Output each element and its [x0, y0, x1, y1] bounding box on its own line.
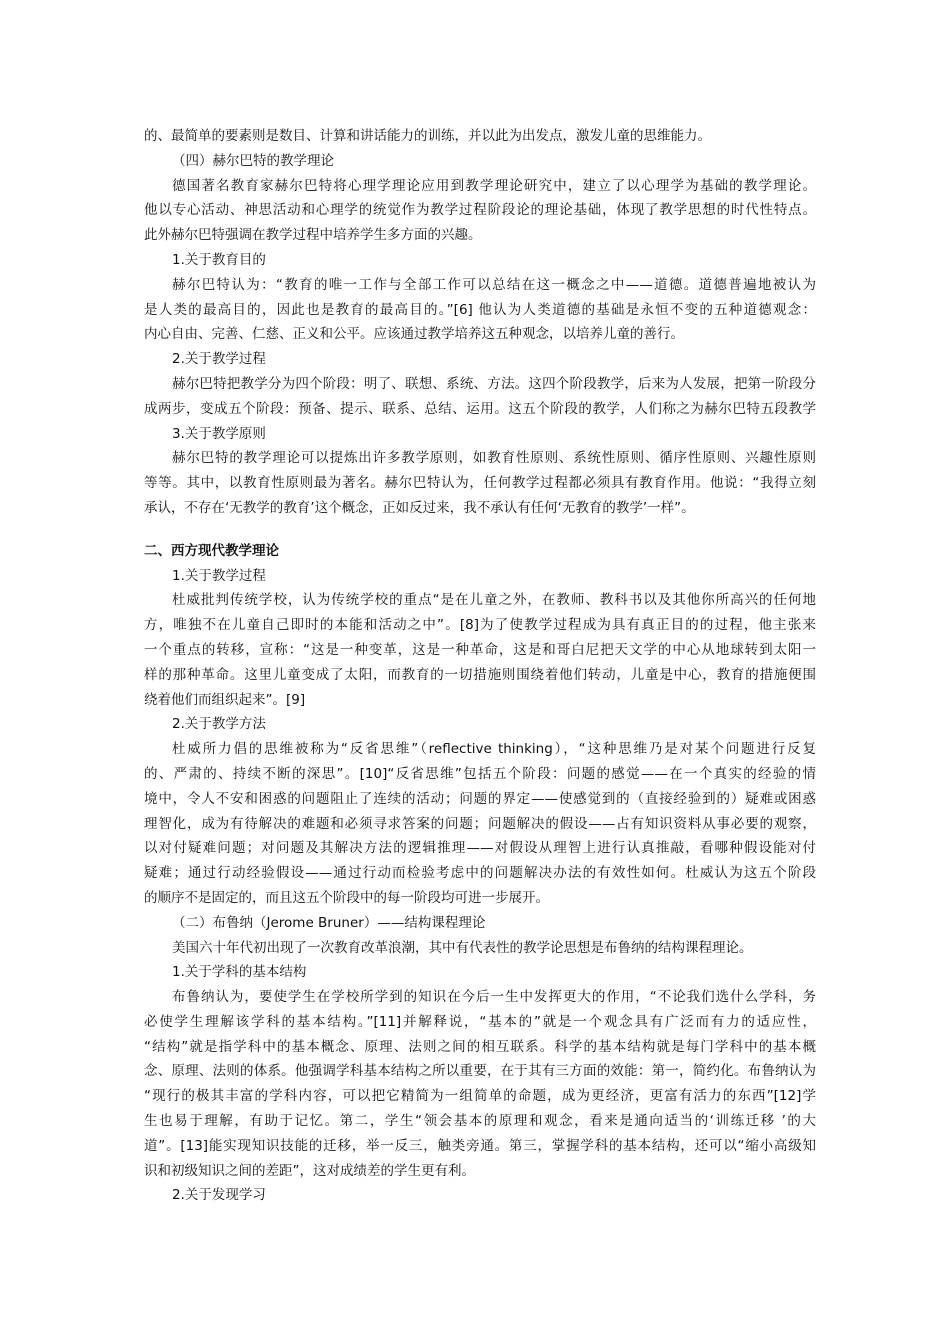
- text-line: 绕着他们而组织起来”。[9]: [144, 691, 306, 708]
- text-line: 此外赫尔巴特强调在教学过程中培养学生多方面的兴趣。: [144, 227, 482, 244]
- text-line: 杜威批判传统学校，认为传统学校的重点“是在儿童之外，在教师、教科书以及其他你所高兴的任何地: [172, 592, 816, 609]
- text-line: “现行的极其丰富的学科内容，可以把它精简为一组简单的命题，成为更经济，更富有活力的东西”[12]学: [144, 1088, 816, 1105]
- text-line: 赫尔巴特的教学理论可以提炼出许多教学原则，如教育性原则、系统性原则、循序性原则、兴趣性原则: [172, 450, 816, 467]
- text-line: 1.关于教育目的: [172, 251, 266, 268]
- text-line: 等等。其中，以教育性原则最为著名。赫尔巴特认为，任何教学过程都必须具有教育作用。他说：“我得立刻: [144, 475, 816, 492]
- text-line: 的顺序不是固定的，而且这五个阶段中的每一阶段均可进一步展开。: [144, 889, 549, 906]
- text-line: 识和初级知识之间的差距”，这对成绩差的学生更有利。: [144, 1162, 475, 1179]
- text-line: 他以专心活动、神思活动和心理学的统觉作为教学过程阶段论的理论基础，体现了教学思想的时代性特点。: [144, 202, 816, 219]
- text-line: 承认，不存在‘无教学的教育’这个概念，正如反过来，我不承认有任何‘无教育的教学’一样”。: [144, 499, 695, 516]
- text-line: 内心自由、完善、仁慈、正义和公平。应该通过教学培养这五种观念，以培养儿童的善行。: [144, 326, 684, 343]
- text-line: 1.关于学科的基本结构: [172, 964, 307, 981]
- text-line: 的、严肃的、持续不断的深思”。[10]“反省思维”包括五个阶段：问题的感觉——在一个真实的经验的情: [144, 765, 816, 782]
- text-line: 境中，令人不安和困惑的问题阻止了连续的活动；问题的界定——使感觉到的（直接经验到的）疑难或困惑: [144, 790, 816, 807]
- text-line: 杜威所力倡的思维被称为“反省思维”（reflective thinking），“这种思维乃是对某个问题进行反复: [172, 741, 816, 758]
- text-line: 理智化，成为有待解决的难题和必须寻求答案的问题；问题解决的假设——占有知识资料从事必要的观察，: [144, 815, 816, 832]
- text-line: 方，唯独不在儿童自己即时的本能和活动之中”。[8]为了使教学过程成为具有真正目的的过程，他主张来: [144, 617, 816, 634]
- text-line: 念、原理、法则的体系。他强调学科基本结构之所以重要，在于其有三方面的效能：第一，简约化。布鲁纳认为: [144, 1063, 816, 1080]
- text-line: 道”。[13]能实现知识技能的迁移，举一反三，触类旁通。第三，掌握学科的基本结构，还可以“缩小高级知: [144, 1137, 816, 1154]
- text-line: 美国六十年代初出现了一次教育改革浪潮，其中有代表性的教学论思想是布鲁纳的结构课程理论。: [172, 939, 753, 956]
- text-line: 成两步，变成五个阶段：预备、提示、联系、总结、运用。这五个阶段的教学，人们称之为赫尔巴特五段教学: [144, 400, 816, 417]
- text-line: 生也易于理解，有助于记忆。第二，学生“领会基本的原理和观念，看来是通向适当的‘训练迁移 ’的大: [144, 1113, 816, 1130]
- text-line: 疑难；通过行动经验假设——通过行动而检验考虑中的问题解决办法的有效性如何。杜威认为这五个阶段: [144, 865, 816, 882]
- text-line: 2.关于教学过程: [172, 351, 266, 368]
- text-line: 3.关于教学原则: [172, 425, 266, 442]
- text-line: 以对付疑难问题；对问题及其解决方法的逻辑推理——对假设从理智上进行认真推敲，看哪种假设能对付: [144, 840, 816, 857]
- text-line: 必使学生理解该学科的基本结构。”[11]并解释说，“基本的”就是一个观念具有广泛而有力的适应性，: [144, 1013, 816, 1030]
- text-line: 的、最简单的要素则是数目、计算和讲话能力的训练，并以此为出发点，激发儿童的思维能力。: [144, 128, 711, 144]
- text-line: 一个重点的转移，宣称：“这是一种变革，这是一种革命，这是和哥白尼把天文学的中心从地球转到太阳一: [144, 641, 816, 658]
- text-line: 2.关于发现学习: [172, 1187, 266, 1204]
- text-line: 是人类的最高目的，因此也是教育的最高目的。”[6] 他认为人类道德的基础是永恒不变的五种道德观念：: [144, 301, 816, 318]
- text-line: 1.关于教学过程: [172, 567, 266, 584]
- text-line: 德国著名教育家赫尔巴特将心理学理论应用到教学理论研究中，建立了以心理学为基础的教学理论。: [172, 177, 816, 194]
- text-line: 赫尔巴特把教学分为四个阶段：明了、联想、系统、方法。这四个阶段教学，后来为人发展，把第一阶段分: [172, 375, 816, 392]
- text-line: “结构”就是指学科中的基本概念、原理、法则之间的相互联系。科学的基本结构就是每门学科中的基本概: [144, 1038, 816, 1055]
- text-line: 样的那种革命。这里儿童变成了太阳，而教育的一切措施则围绕着他们转动，儿童是中心，教育的措施便围: [144, 666, 816, 683]
- text-line: 布鲁纳认为，要使学生在学校所学到的知识在今后一生中发挥更大的作用，“不论我们选什么学科，务: [172, 989, 816, 1006]
- section-heading: 二、西方现代教学理论: [144, 542, 279, 559]
- text-line: （四）赫尔巴特的教学理论: [172, 152, 334, 169]
- document-body: [144, 124, 816, 1208]
- text-line: 2.关于教学方法: [172, 716, 266, 733]
- text-line: 赫尔巴特认为：“教育的唯一工作与全部工作可以总结在这一概念之中——道德。道德普遍地被认为: [172, 276, 816, 293]
- text-line: （二）布鲁纳（Jerome Bruner）——结构课程理论: [172, 914, 486, 931]
